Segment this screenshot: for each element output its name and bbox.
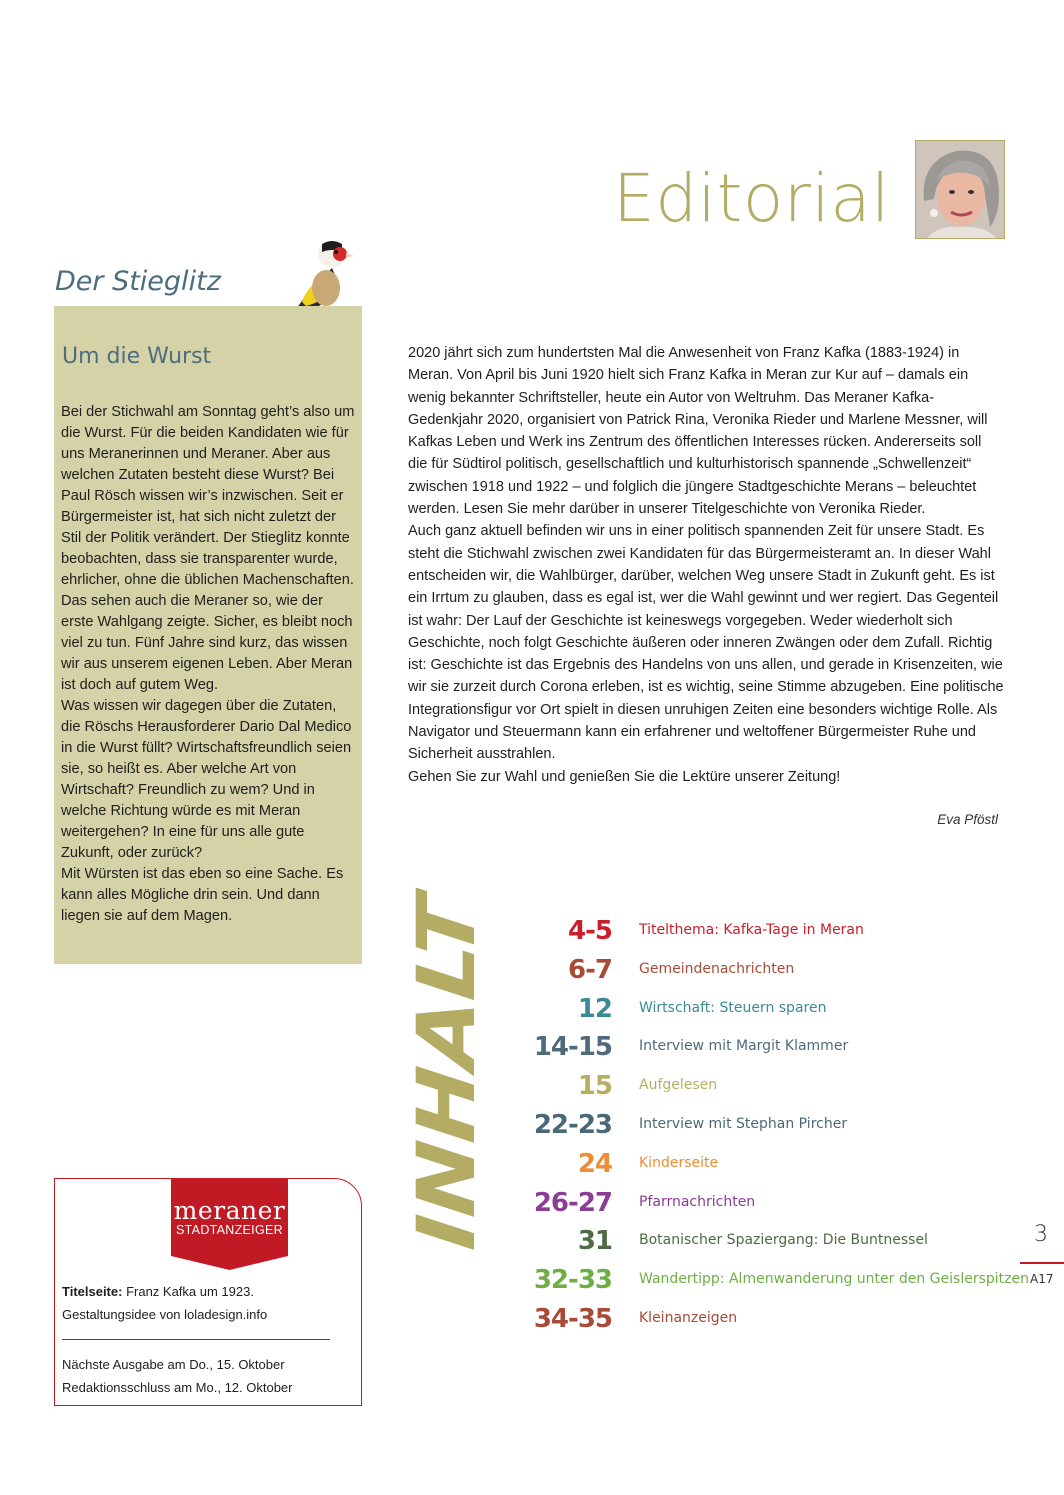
editorial-body xyxy=(408,342,1004,788)
contents-item-title: Gemeindenachrichten xyxy=(639,960,795,977)
page-number: 3 xyxy=(1034,1222,1048,1247)
contents-item xyxy=(520,1300,1020,1338)
column-paragraph: Mit Würsten ist das eben so eine Sache. Es kann alles Mögliche drin sein. Und dann liegen sie auf dem Magen. xyxy=(61,866,344,924)
contents-item xyxy=(520,1261,1029,1299)
editorial-paragraph: Auch ganz aktuell befinden wir uns in einer politisch spannenden Zeit für unsere Stadt. Es steht die Stichwahl zwischen zwei Kandidaten für das Bürgermeisteramt an. In dieser Wahl entscheiden wir, die Wahlbürger, darüber, welchen Weg unsere Stadt in Zukunft geht. Es ist ein Irrtum zu glauben, dass es egal ist, wer die Wahl gewinnt und wer regiert. Das Gegenteil ist wahr: Der Lauf der Geschichte ist keineswegs vorgegeben. Weder wiederholt sich Geschichte, noch folgt Geschichte äußeren oder inneren Zwängen oder dem Zufall. Richtig ist: Geschichte ist das Ergebnis des Handelns von uns allen, und gerade in Krisenzeiten, wie wir sie zurzeit durch Corona erleben, ist es wichtig, seine Stimme abzugeben. Eine politische Integrationsfigur vor Ort spielt in diesen unruhigen Zeiten eine besonders wichtige Rolle. Als Navigator und Steuermann kann ein erfahrener und weltoffener Bürgermeister Ruhe und Sicherheit ausstrahlen. xyxy=(408,523,1004,763)
column-heading: Um die Wurst xyxy=(62,344,212,369)
contents-item-title: Wirtschaft: Steuern sparen xyxy=(639,999,827,1016)
next-issue: Nächste Ausgabe am Do., 15. Oktober xyxy=(62,1357,285,1372)
editorial-signature: Eva Pföstl xyxy=(937,812,998,827)
imprint-divider xyxy=(62,1339,330,1340)
contents-item-title: Kinderseite xyxy=(639,1154,719,1171)
logo-subtitle: STADTANZEIGER xyxy=(176,1223,283,1237)
page-code: A17 xyxy=(1030,1272,1054,1286)
contents-page-number: 12 xyxy=(577,993,612,1024)
contents-item xyxy=(520,1184,1020,1222)
contents-item-title: Interview mit Margit Klammer xyxy=(639,1038,849,1055)
contents-page-number: 6-7 xyxy=(568,954,612,985)
contents-item xyxy=(520,1145,1020,1183)
editorial-paragraph: 2020 jährt sich zum hundertsten Mal die Anwesenheit von Franz Kafka (1883-1924) in Meran. Von April bis Juni 1920 hielt sich Franz Kafka in Meran zur Kur auf – damals ein wenig bekannter Schriftsteller, heute ein Autor von Weltruhm. Das Meraner Kafka-Gedenkjahr 2020, organisiert von Patrick Rina, Veronika Rieder und Marlene Messner, will Kafkas Leben und Werk ins Zentrum des öffentlichen Interesses rücken. Andererseits soll die für Südtirol politisch, gesellschaftlich und kulturhistorisch spannende „Schwellenzeit“ zwischen 1918 und 1922 – und folglich die jüngere Stadtgeschichte Merans – beleuchtet werden. Lesen Sie mehr darüber in unserer Titelgeschichte von Veronika Rieder. xyxy=(408,345,988,518)
contents-item-title: Titelthema: Kafka-Tage in Meran xyxy=(639,922,864,938)
logo-name: meraner xyxy=(173,1196,286,1225)
column-text xyxy=(61,402,355,927)
contents-heading-text: INHALT xyxy=(402,916,494,1265)
contents-item-title: Botanischer Spaziergang: Die Buntnessel xyxy=(639,1232,928,1249)
contents-page-number: 4-5 xyxy=(568,916,612,946)
contents-item-title: Pfarrnachrichten xyxy=(639,1193,756,1210)
design-credit: Gestaltungsidee von loladesign.info xyxy=(62,1307,268,1322)
editorial-deadline: Redaktionsschluss am Mo., 12. Oktober xyxy=(62,1380,293,1395)
column-title: Der Stieglitz xyxy=(55,266,221,297)
page-number-rule xyxy=(1020,1262,1064,1264)
contents-item-title: Interview mit Stephan Pircher xyxy=(639,1116,848,1132)
column-paragraph: Was wissen wir dagegen über die Zutaten, die Röschs Herausforderer Dario Dal Medico in die Wurst füllt? Wirtschaftsfreundlich seien sie, so heißt es. Aber welche Art von Wirtschaft? Freundlich zu wem? Und in welche Richtung würde es mit Meran weitergehen? In eine für uns alle gute Zukunft, oder zurück? xyxy=(61,698,352,861)
contents-page-number: 26-27 xyxy=(533,1187,612,1218)
contents-item xyxy=(520,1106,1020,1144)
contents-page-number: 24 xyxy=(577,1148,612,1179)
contents-item xyxy=(520,912,1020,950)
contents-item xyxy=(520,1067,1020,1105)
contents-item-title: Aufgelesen xyxy=(639,1077,718,1094)
editorial-title: Editorial xyxy=(613,160,890,237)
contents-page-number: 14-15 xyxy=(533,1032,612,1063)
contents-item xyxy=(520,951,1020,989)
cover-credit xyxy=(62,1284,254,1299)
contents-heading xyxy=(402,886,502,1288)
cover-label: Titelseite: xyxy=(62,1284,123,1299)
contents-item xyxy=(520,1222,1020,1260)
contents-page-number: 15 xyxy=(577,1071,612,1102)
contents-page-number: 31 xyxy=(577,1226,612,1257)
editorial-paragraph: Gehen Sie zur Wahl und genießen Sie die Lektüre unserer Zeitung! xyxy=(408,768,841,785)
contents-item-title: Kleinanzeigen xyxy=(639,1310,738,1326)
contents-page-number: 22-23 xyxy=(533,1110,612,1140)
contents-page-number: 32-33 xyxy=(533,1265,612,1296)
contents-item-title: Wandertipp: Almenwanderung unter den Geislerspitzen xyxy=(639,1271,1029,1288)
contents-page-number: 34-35 xyxy=(533,1304,612,1334)
contents-item xyxy=(520,990,1020,1028)
column-paragraph: Bei der Stichwahl am Sonntag geht’s also um die Wurst. Für die beiden Kandidaten wie für uns Meranerinnen und Meraner. Aber aus welchen Zutaten besteht diese Wurst? Bei Paul Rösch wissen wir’s inzwischen. Seit er Bürgermeister ist, hat sich nicht zuletzt der Stil der Politik verändert. Der Stieglitz konnte beobachten, dass sie transparenter wurde, ehrlicher, ohne die üblichen Machenschaften. Das sehen auch die Meraner so, wie der erste Wahlgang zeigte. Sicher, es bleibt noch viel zu tun. Fünf Jahre sind kurz, das wissen wir aus unserem eigenen Leben. Aber Meran ist doch auf gutem Weg. xyxy=(61,404,355,693)
contents-item xyxy=(520,1028,1020,1066)
author-portrait xyxy=(915,140,1005,239)
cover-text: Franz Kafka um 1923. xyxy=(122,1284,254,1299)
